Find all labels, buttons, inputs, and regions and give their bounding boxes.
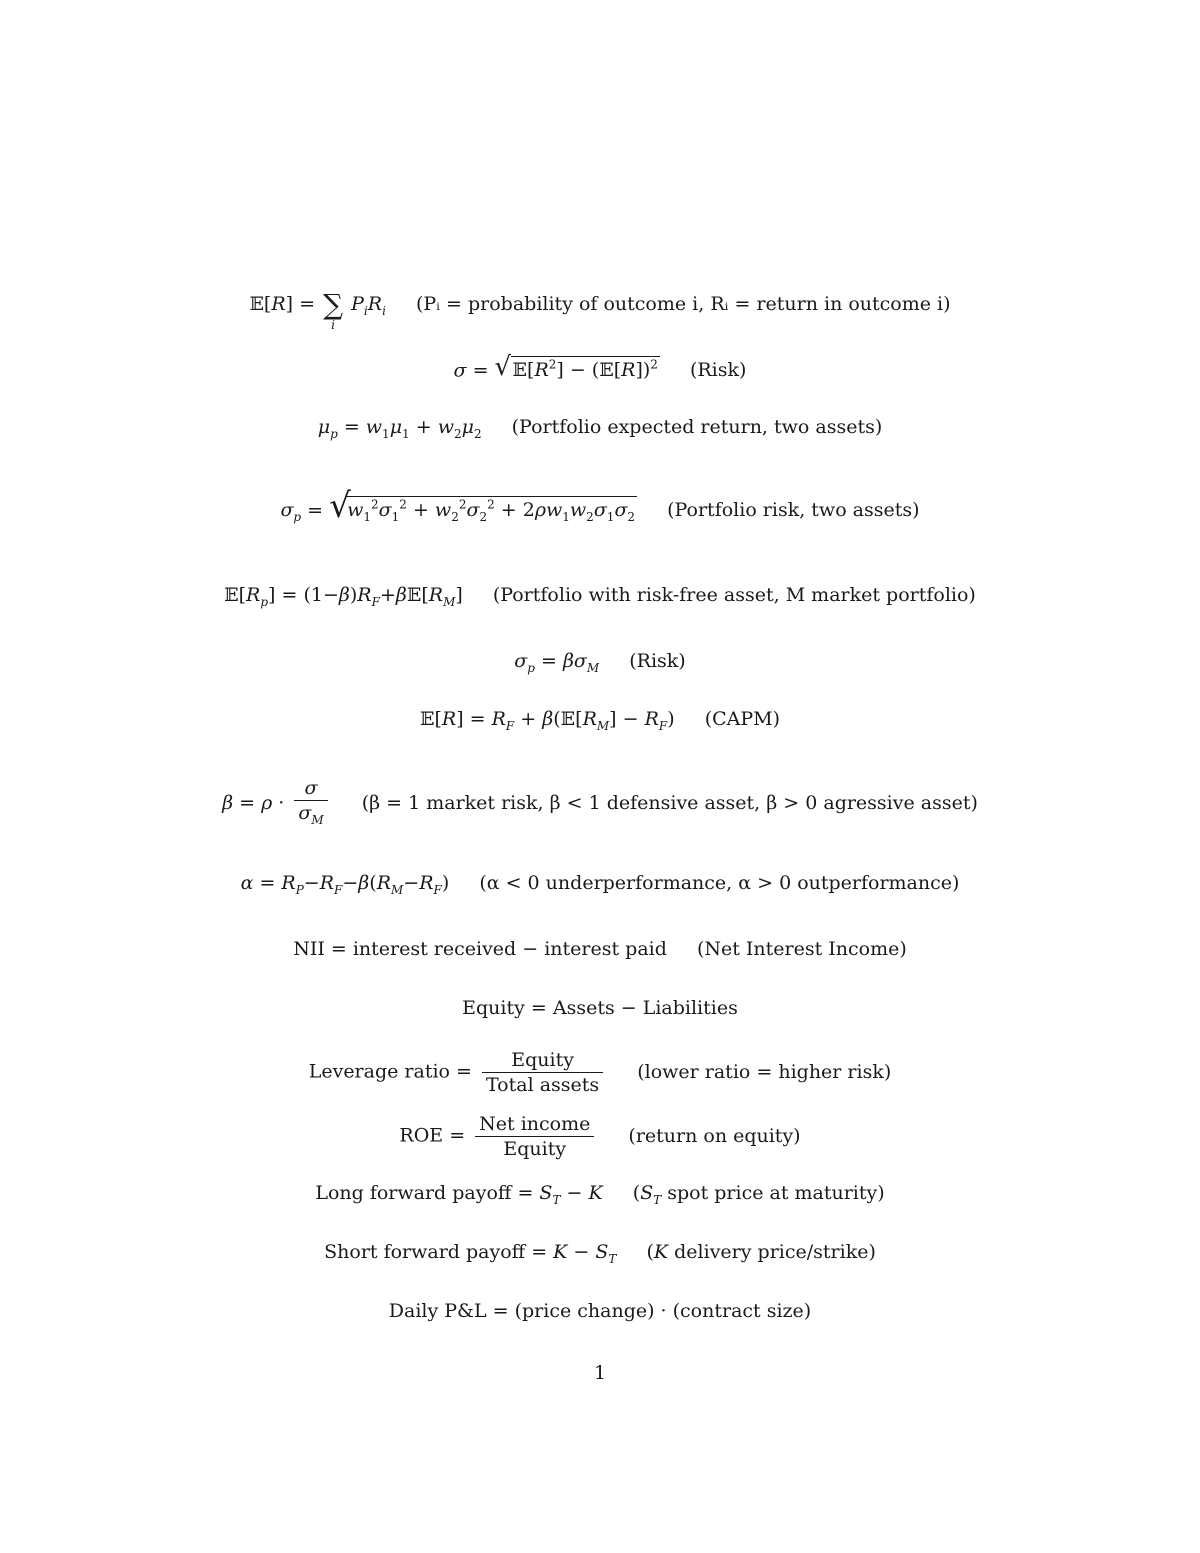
leverage-denominator: Total assets	[485, 1074, 600, 1096]
leverage-note: (lower ratio = higher risk)	[637, 1060, 892, 1083]
risk-note: (Risk)	[689, 359, 747, 382]
equity-lhs: Equity	[462, 997, 525, 1019]
leverage-equation: Leverage ratio = $\frac{\text{Equity}}{\text{Total assets}}$ (lower ratio = higher risk)	[308, 1049, 892, 1096]
expected-return-equation: 𝔼[R] = ∑ i $P_iR_i$ (Pᵢ = probability of outcome i, Rᵢ = return in outcome i)	[249, 288, 951, 332]
portfolio-risk-equation: $\sigma_p$ = √ $w_1^2\sigma_1^2 + w_2^2\sigma_2^2 + 2\rho w_1w_2\sigma_1\sigma_2$ (Portfolio risk, two assets)	[280, 486, 920, 526]
roe-denominator: Equity	[503, 1138, 567, 1160]
capm-equation: 𝔼[R] = $R_F$ + $\beta(𝔼[R_M] - R_F)$ (CAPM)	[419, 708, 781, 733]
equity-equation: Equity = Assets − Liabilities	[462, 997, 738, 1019]
leverage-lhs: Leverage ratio	[308, 1060, 450, 1083]
short-forward-note: (K delivery price/strike)	[646, 1241, 876, 1263]
roe-lhs: ROE	[399, 1124, 444, 1147]
long-forward-note: ($S_T$ spot price at maturity)	[632, 1182, 885, 1207]
nii-rhs: interest received − interest paid	[352, 938, 667, 960]
long-forward-equation: Long forward payoff = $S_T - K$ ($S_T$ spot price at maturity)	[315, 1182, 885, 1207]
risk-equation: σ = √ $𝔼[R^2]$ − (𝔼[R])$^2$ (Risk)	[453, 352, 747, 382]
nii-note: (Net Interest Income)	[696, 938, 907, 960]
daily-pl-lhs: Daily P&L	[388, 1300, 487, 1322]
alpha-note: (α < 0 underperformance, α > 0 outperformance)	[479, 872, 960, 894]
risk-beta-equation: $\sigma_p = \beta\sigma_M$ (Risk)	[514, 650, 686, 675]
long-forward-lhs: Long forward payoff	[315, 1182, 512, 1204]
page-number: 1	[593, 1362, 607, 1384]
roe-equation: ROE = $\frac{\text{Net income}}{\text{Equity}}$ (return on equity)	[399, 1113, 801, 1160]
risk-free-portfolio-note: (Portfolio with risk-free asset, M market portfolio)	[492, 584, 976, 606]
leverage-numerator: Equity	[482, 1048, 603, 1073]
daily-pl-equation: Daily P&L = (price change) · (contract size)	[388, 1300, 812, 1322]
portfolio-return-note: (Portfolio expected return, two assets)	[511, 416, 883, 438]
portfolio-return-equation: $\mu_p = w_1\mu_1 + w_2\mu_2$ (Portfolio expected return, two assets)	[317, 416, 883, 441]
beta-equation: β = ρ · $\frac{\sigma}{\sigma_M}$ (β = 1 market risk, β < 1 defensive asset, β > 0 agressive asset)	[222, 777, 978, 827]
risk-beta-note: (Risk)	[629, 650, 686, 672]
short-forward-equation: Short forward payoff = $K - S_T$ (K delivery price/strike)	[324, 1241, 876, 1266]
beta-note: (β = 1 market risk, β < 1 defensive asset, β > 0 agressive asset)	[361, 791, 978, 814]
daily-pl-rhs: (price change) · (contract size)	[514, 1300, 812, 1322]
expected-return-note: (Pᵢ = probability of outcome i, Rᵢ = return in outcome i)	[415, 293, 951, 315]
capm-note: (CAPM)	[704, 708, 781, 730]
nii-lhs: NII	[293, 938, 325, 960]
equity-rhs: Assets − Liabilities	[552, 997, 738, 1019]
portfolio-risk-note: (Portfolio risk, two assets)	[667, 499, 920, 522]
nii-equation: NII = interest received − interest paid (Net Interest Income)	[293, 938, 907, 960]
roe-note: (return on equity)	[628, 1124, 801, 1147]
short-forward-lhs: Short forward payoff	[324, 1241, 526, 1263]
risk-free-portfolio-equation: $𝔼[R_p]$ = $(1-\beta)R_F+\beta 𝔼[R_M]$ (Portfolio with risk-free asset, M market portfolio)	[224, 584, 976, 609]
alpha-equation: $\alpha = R_P-R_F-\beta(R_M-R_F) (\alpha < 0$ underperformance, α > 0 outperformance)	[240, 872, 960, 897]
roe-numerator: Net income	[475, 1112, 594, 1137]
